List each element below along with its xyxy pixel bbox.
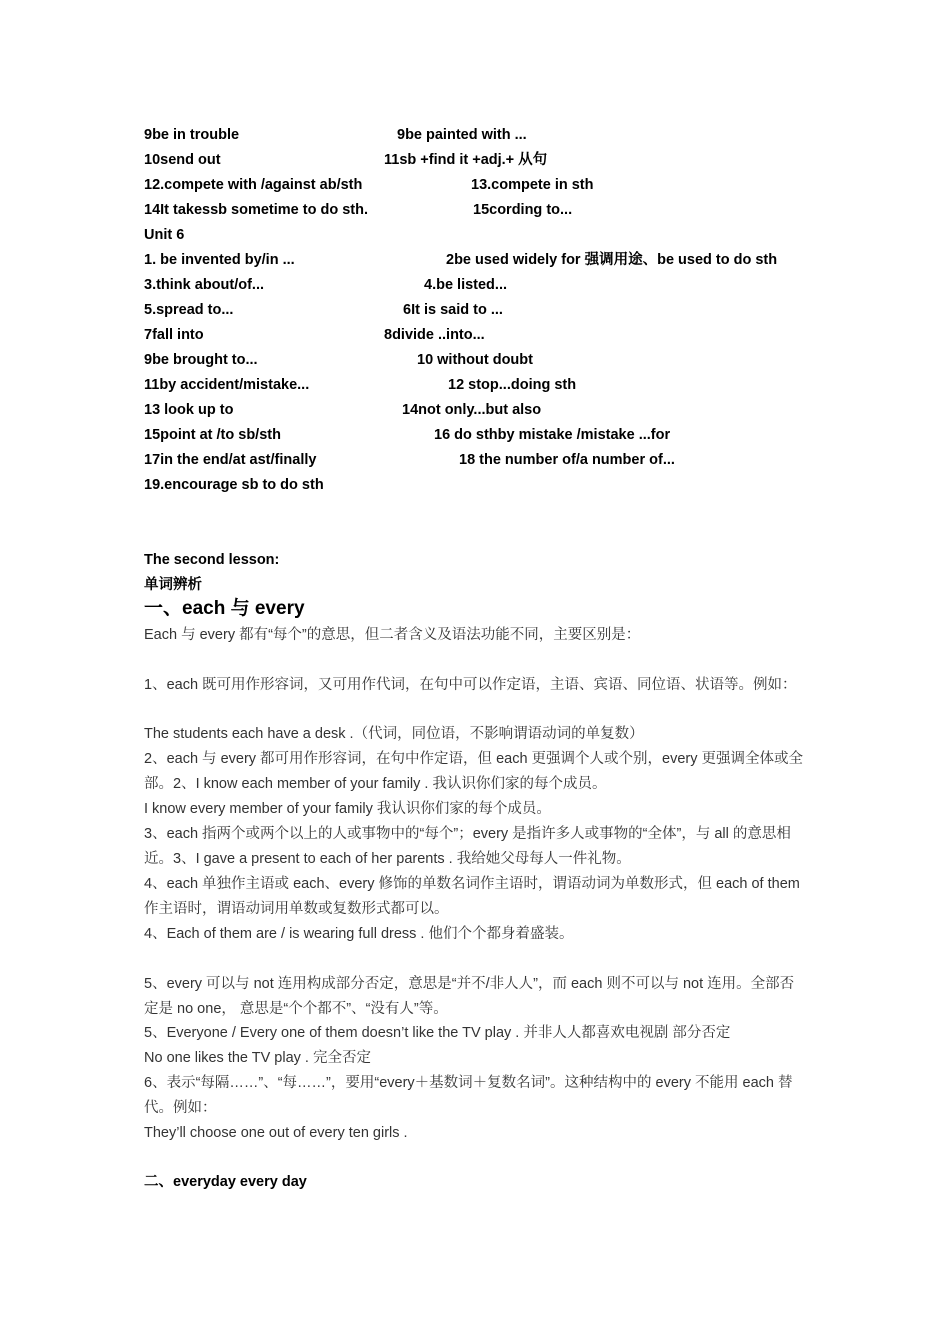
- phrase-right: 9be painted with ...: [397, 127, 527, 143]
- phrase-row: [144, 373, 577, 398]
- phrase-row: [144, 248, 778, 273]
- phrase-right: 13.compete in sth: [471, 177, 594, 193]
- phrase-right: 11sb +find it +adj.+ 从句: [384, 152, 548, 168]
- phrase-right: 4.be listed...: [424, 277, 507, 293]
- phrase-right: 8divide ..into...: [384, 327, 485, 343]
- phrase-left: 11by accident/mistake...: [144, 377, 310, 393]
- phrase-left: 17in the end/at ast/finally: [144, 452, 317, 468]
- phrase-row: [144, 148, 548, 173]
- phrase-right: 2be used widely for 强调用途、be used to do sth: [446, 252, 778, 268]
- phrase-row: [144, 398, 542, 423]
- paragraph: I know every member of your family 我认识你们家的每个成员。: [144, 801, 551, 817]
- phrase-left: 15point at /to sb/sth: [144, 427, 281, 443]
- section-heading-2: 二、everyday every day: [144, 1174, 307, 1190]
- lesson-title: The second lesson:: [144, 552, 280, 568]
- phrase-right: 12 stop...doing sth: [448, 377, 577, 393]
- paragraph: They’ll choose one out of every ten girls .: [144, 1125, 408, 1141]
- paragraph: Each 与 every 都有“每个”的意思，但二者含义及语法功能不同，主要区别是：: [144, 627, 641, 643]
- phrase-right: 14not only...but also: [402, 402, 542, 418]
- unit-title: Unit 6: [144, 227, 185, 243]
- section-heading: 一、each 与 every: [144, 598, 305, 619]
- phrase-right: 15cording to...: [473, 202, 573, 218]
- phrase-left: 14It takessb sometime to do sth.: [144, 202, 369, 218]
- phrase-row: [144, 173, 594, 198]
- phrase-left: 10send out: [144, 152, 221, 168]
- paragraph: 6、表示“每隔……”、“每……”，要用“every＋基数词＋复数名词”。这种结构中的 every 不能用 each 替代。例如：: [144, 1075, 793, 1116]
- section-subtitle: 单词辨析: [144, 577, 202, 593]
- paragraph: 1、each 既可用作形容词，又可用作代词，在句中可以作定语，主语、宾语、同位语、状语等。例如：: [144, 677, 797, 693]
- phrase-right: 18 the number of/a number of...: [459, 452, 675, 468]
- phrase-row: [144, 423, 671, 448]
- phrase-left: 5.spread to...: [144, 302, 234, 318]
- paragraph: 5、Everyone / Every one of them doesn’t like the TV play . 并非人人都喜欢电视剧 部分否定: [144, 1025, 731, 1041]
- phrase-left: 3.think about/of...: [144, 277, 265, 293]
- paragraph: 3、each 指两个或两个以上的人或事物中的“每个”；every 是指许多人或事物的“全体”，与 all 的意思相近。3、I gave a present to each of her parents . 我给她父母每人一件礼物。: [144, 826, 791, 867]
- phrase-row: [144, 198, 573, 223]
- phrase-left: 7fall into: [144, 327, 204, 343]
- phrase-right: 6It is said to ...: [403, 302, 503, 318]
- phrase-left: 19.encourage sb to do sth: [144, 477, 324, 493]
- phrase-row: [144, 273, 507, 298]
- phrase-left: 1. be invented by/in ...: [144, 252, 295, 268]
- phrase-left: 9be brought to...: [144, 352, 258, 368]
- phrase-left: 12.compete with /against ab/sth: [144, 177, 363, 193]
- phrase-row: [144, 323, 485, 348]
- phrase-row: [144, 348, 533, 373]
- phrase-row: [144, 298, 503, 323]
- phrase-right: 16 do sthby mistake /mistake ...for: [434, 427, 671, 443]
- phrase-left: 13 look up to: [144, 402, 234, 418]
- phrase-row: [144, 448, 675, 473]
- paragraph: 4、each 单独作主语或 each、every 修饰的单数名词作主语时，谓语动词为单数形式，但 each of them 作主语时，谓语动词用单数或复数形式都可以。: [144, 876, 800, 917]
- paragraph: 4、Each of them are / is wearing full dress . 他们个个都身着盛装。: [144, 926, 574, 942]
- phrase-row: [144, 123, 527, 148]
- paragraph: No one likes the TV play . 完全否定: [144, 1050, 371, 1066]
- paragraph: The students each have a desk .（代词，同位语，不影响谓语动词的单复数）: [144, 726, 644, 742]
- phrase-row: [144, 473, 324, 498]
- phrase-right: 10 without doubt: [417, 352, 533, 368]
- paragraph: 5、every 可以与 not 连用构成部分否定，意思是“并不/非人人”，而 each 则不可以与 not 连用。全部否定是 no one， 意思是“个个都不”、“没有人”等。: [144, 976, 795, 1017]
- paragraph: 2、each 与 every 都可用作形容词，在句中作定语，但 each 更强调个人或个别，every 更强调全体或全部。2、I know each member of your family . 我认识你们家的每个成员。: [144, 751, 804, 792]
- phrase-left: 9be in trouble: [144, 127, 240, 143]
